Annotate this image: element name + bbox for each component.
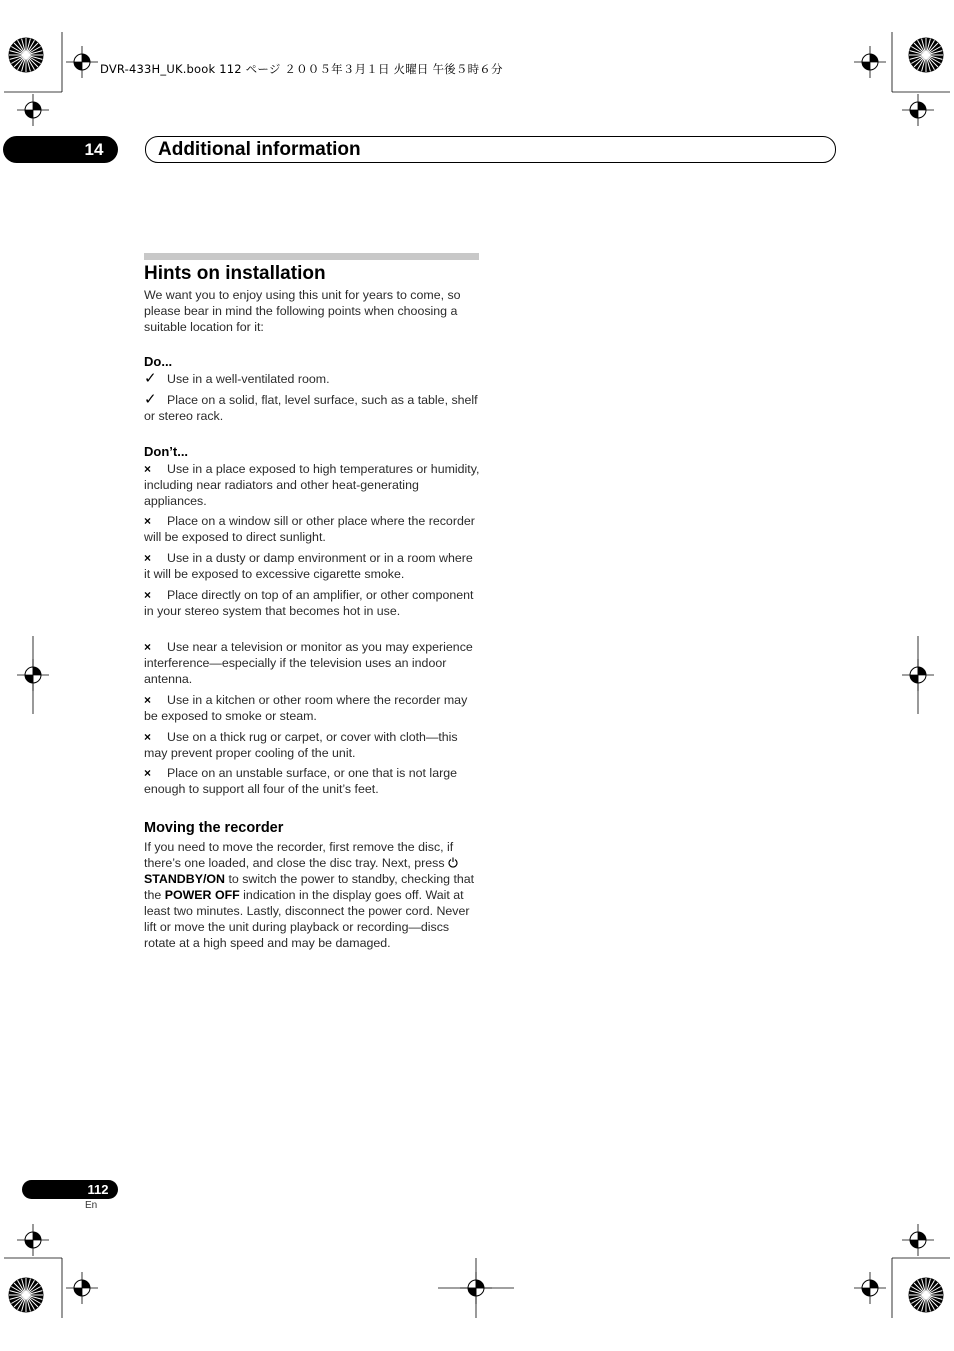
chapter-title: Additional information: [158, 139, 361, 160]
dont-item: [144, 729, 480, 761]
moving-paragraph: [144, 839, 480, 951]
power-icon: [448, 857, 458, 868]
page-number: 112: [87, 1182, 109, 1197]
dont-item-text: Use in a dusty or damp environment or in a room where it will be exposed to excessive cigarette smoke.: [144, 551, 473, 581]
do-item: [144, 392, 480, 424]
section-intro: We want you to enjoy using this unit for years to come, so please bear in mind the following points when choosing a suitable location for it:: [144, 288, 461, 334]
dont-item-text: Use near a television or monitor as you may experience interference—especially if the television uses an indoor antenna.: [144, 640, 473, 686]
dont-item-text: Place on an unstable surface, or one that is not large enough to support all four of the unit’s feet.: [144, 766, 457, 796]
moving-heading: Moving the recorder: [144, 820, 284, 836]
section-rule: [144, 253, 479, 260]
standby-on-label: STANDBY/ON: [144, 872, 225, 886]
do-item-text: Use in a well-ventilated room.: [167, 372, 330, 386]
dont-item: [144, 513, 480, 545]
cross-icon: ×: [144, 766, 152, 780]
dont-item-text: Place on a window sill or other place where the recorder will be exposed to direct sunlight.: [144, 514, 475, 544]
page-language: En: [85, 1200, 98, 1211]
section-title: Hints on installation: [144, 263, 326, 284]
cross-icon: ×: [144, 730, 152, 744]
cross-icon: ×: [144, 588, 152, 602]
do-item: [144, 371, 480, 387]
power-off-label: POWER OFF: [164, 888, 240, 902]
do-item-text: Place on a solid, flat, level surface, such as a table, shelf or stereo rack.: [144, 393, 478, 423]
dont-heading: Don’t...: [144, 444, 189, 459]
dont-item: [144, 692, 480, 724]
print-header: DVR-433H_UK.book 112 ページ ２００５年３月１日 火曜日 午後５時６分: [100, 62, 503, 76]
cross-icon: ×: [144, 551, 152, 565]
moving-text: If you need to move the recorder, first remove the disc, if there’s one loaded, and close the disc tray. Next, press: [144, 840, 454, 870]
dont-item: [144, 587, 480, 619]
check-icon: ✓: [144, 391, 157, 408]
dont-item: [144, 765, 480, 797]
moving-text: to switch the power to standby, checking that the: [144, 872, 475, 902]
dont-item: [144, 550, 480, 582]
cross-icon: ×: [144, 693, 152, 707]
cross-icon: ×: [144, 462, 152, 476]
dont-item-text: Use in a kitchen or other room where the recorder may be exposed to smoke or steam.: [144, 693, 468, 723]
dont-item: [144, 639, 480, 687]
cross-icon: ×: [144, 514, 152, 528]
do-heading: Do...: [144, 354, 173, 369]
chapter-number: 14: [84, 140, 104, 159]
dont-item-text: Use in a place exposed to high temperatures or humidity, including near radiators and other heat-generating appliances.: [144, 462, 480, 508]
dont-item-text: Use on a thick rug or carpet, or cover with cloth—this may prevent proper cooling of the unit.: [144, 730, 458, 760]
moving-text: indication in the display goes off. Wait at least two minutes. Lastly, disconnect the power cord. Never lift or move the unit during playback or recording—discs rotate at a high speed and may be damaged.: [144, 888, 470, 950]
dont-item: [144, 461, 480, 509]
check-icon: ✓: [144, 370, 157, 387]
dont-item-text: Place directly on top of an amplifier, or other component in your stereo system that becomes hot in use.: [144, 588, 474, 618]
cross-icon: ×: [144, 640, 152, 654]
